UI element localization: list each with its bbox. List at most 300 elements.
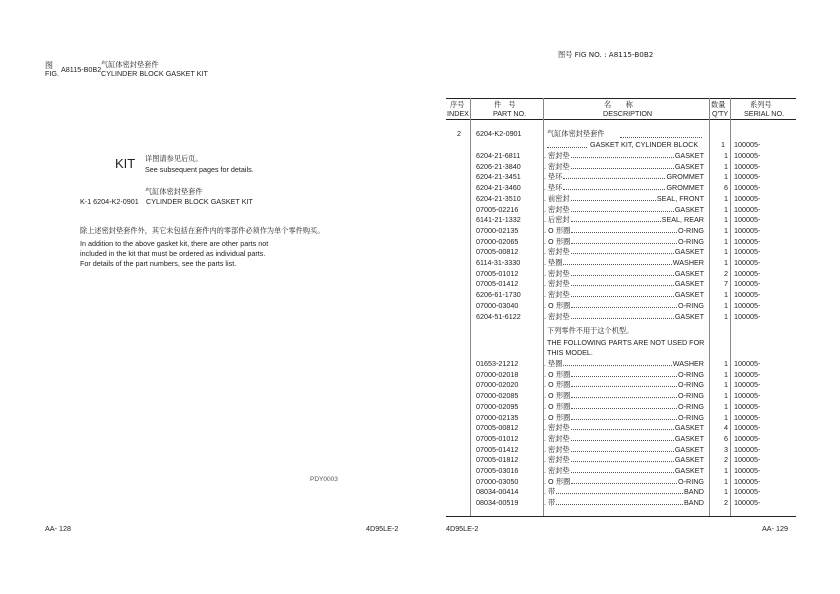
kit-note-cn: 详图请参见后页。 (145, 154, 203, 163)
table-row (446, 433, 796, 444)
desc-en: GASKET (674, 247, 704, 257)
desc-cn: 后密封 (548, 215, 570, 225)
desc-prefix: . (544, 268, 548, 278)
desc-prefix: . (544, 369, 548, 379)
serial-number: 100005- (734, 380, 761, 390)
col-qty-en: Q'TY (712, 109, 729, 118)
desc-leader (571, 193, 656, 201)
desc-leader (571, 161, 674, 169)
desc-prefix: . (544, 380, 548, 390)
description (544, 214, 704, 225)
part-number: 07000-02135 (476, 412, 519, 422)
desc-leader (571, 300, 677, 308)
table-row (446, 390, 796, 401)
serial-number: 100005- (734, 401, 761, 411)
desc-cn: 密封垫 (548, 279, 570, 289)
desc-prefix: . (544, 151, 548, 160)
desc-prefix: . (544, 183, 548, 193)
serial-number: 100005- (734, 455, 761, 465)
kit-note-en: See subsequent pages for details. (145, 165, 254, 174)
table-row (446, 150, 796, 161)
serial-number: 100005- (734, 412, 761, 422)
serial-number: 100005- (734, 151, 761, 160)
description (544, 358, 704, 369)
part-number: 08034-00414 (476, 487, 519, 497)
description (544, 311, 704, 322)
table-row (446, 454, 796, 465)
desc-en: WASHER (672, 359, 704, 368)
serial-number: 100005- (734, 204, 761, 214)
serial-number: 100005- (734, 444, 761, 454)
desc-cn: O 形圈 (548, 476, 571, 486)
col-part-en: PART NO. (493, 109, 527, 118)
title-cn: 气缸体密封垫套件 (101, 60, 159, 69)
desc-cn: O 形圈 (548, 300, 571, 310)
desc-prefix: . (544, 444, 548, 454)
pdy-code: PDY0003 (310, 476, 338, 483)
desc-leader (571, 225, 677, 233)
serial-number: 100005- (734, 476, 761, 486)
table-bottom-rule (446, 516, 796, 517)
description (544, 257, 704, 268)
part-number: 01653-21212 (476, 359, 519, 368)
desc-en: O-RING (678, 401, 704, 411)
part-number: 07005-00812 (476, 247, 519, 257)
desc-en: O-RING (678, 300, 704, 310)
description (544, 150, 704, 161)
right-page-number: AA- 129 (762, 524, 788, 533)
desc-prefix: . (544, 279, 548, 289)
serial-number: 100005- (734, 258, 761, 267)
serial-number: 100005- (734, 311, 761, 321)
description (544, 268, 704, 279)
part-number: 07000-02135 (476, 225, 519, 235)
fig-label-en: FIG. (45, 69, 59, 78)
table-row (446, 300, 796, 311)
desc-prefix: . (544, 487, 548, 497)
desc-cn: 密封垫 (548, 311, 570, 321)
desc-cn: 密封垫 (548, 204, 570, 214)
desc-cn: 垫圈 (548, 359, 563, 368)
right-model: 4D95LE-2 (446, 524, 479, 533)
desc-cn: 密封垫 (548, 290, 570, 300)
serial-number: 100005- (734, 290, 761, 300)
left-model: 4D95LE-2 (366, 524, 399, 533)
serial-number: 100005- (734, 225, 761, 235)
para-cn: 除上述密封垫套件外，其它未包括在套件内的零部件必须作为单个零件购买。 (80, 226, 325, 235)
quantity: 1 (724, 300, 728, 310)
part-number: 07005-00812 (476, 423, 519, 433)
kit-item-prefix: K-1 6204-K2-0901 (80, 197, 139, 206)
desc-leader (571, 150, 674, 158)
desc-prefix: . (544, 300, 548, 310)
desc-prefix: . (544, 161, 548, 171)
note-cn: 下列零件不用于这个机型。 (547, 326, 634, 335)
description (544, 182, 704, 193)
quantity: 1 (724, 247, 728, 257)
desc-prefix: . (544, 498, 548, 508)
quantity: 1 (724, 258, 728, 267)
table-row (446, 465, 796, 476)
description (544, 171, 704, 182)
kit-label: KIT (115, 156, 136, 171)
desc-prefix: . (544, 466, 548, 475)
desc-cn: 密封垫 (548, 444, 570, 454)
serial-number: 100005- (734, 215, 761, 225)
part-number: 6204-21-3510 (476, 193, 521, 203)
quantity: 1 (724, 380, 728, 390)
serial-number: 100005- (734, 247, 761, 257)
desc-en: GROMMET (666, 172, 704, 182)
group-index: 2 (457, 129, 461, 138)
desc-cn: 密封垫 (548, 423, 570, 433)
table-row (446, 161, 796, 172)
quantity: 6 (724, 433, 728, 443)
description (544, 465, 704, 476)
desc-prefix: . (544, 172, 548, 182)
kit-item-cn: 气缸体密封垫套件 (145, 187, 203, 196)
description (544, 476, 704, 487)
quantity: 1 (724, 204, 728, 214)
part-number: 07000-02085 (476, 391, 519, 401)
quantity: 1 (724, 151, 728, 160)
part-number: 6206-61-1730 (476, 290, 521, 300)
quantity: 1 (724, 401, 728, 411)
description (544, 161, 704, 172)
para-en-3: For details of the part numbers, see the parts list. (80, 259, 237, 268)
table-row (446, 214, 796, 225)
desc-leader (571, 204, 674, 212)
desc-en: GASKET (674, 466, 704, 475)
table-row (446, 497, 796, 508)
quantity: 1 (724, 161, 728, 171)
col-serial-en: SERIAL NO. (744, 109, 785, 118)
table-row (446, 182, 796, 193)
description (544, 289, 704, 300)
desc-prefix: . (544, 401, 548, 411)
part-number: 07000-02065 (476, 236, 519, 246)
part-number: 08034-00519 (476, 498, 519, 508)
desc-en: O-RING (678, 476, 704, 486)
title-en: CYLINDER BLOCK GASKET KIT (101, 69, 208, 78)
part-number: 07005-01012 (476, 433, 519, 443)
quantity: 6 (724, 183, 728, 193)
desc-prefix: . (544, 423, 548, 433)
desc-cn: 前密封 (548, 193, 570, 203)
group-desc-cn-leader (620, 137, 702, 138)
desc-en: BAND (684, 487, 704, 497)
desc-cn: O 形圈 (548, 225, 571, 235)
desc-leader (571, 422, 674, 430)
group-part: 6204-K2-0901 (476, 129, 522, 138)
right-fig-header: 图号 FIG NO. : A8115-B0B2 (558, 50, 654, 59)
quantity: 3 (724, 444, 728, 454)
desc-cn: 密封垫 (548, 161, 570, 171)
desc-prefix: . (544, 236, 548, 246)
table-row (446, 171, 796, 182)
desc-leader (571, 379, 677, 387)
serial-number: 100005- (734, 487, 761, 497)
description (544, 300, 704, 311)
desc-cn: O 形圈 (548, 380, 571, 390)
desc-leader (571, 268, 674, 276)
group-desc-cn: 气缸体密封垫套件 (547, 129, 605, 138)
quantity: 1 (724, 466, 728, 475)
desc-cn: 垫圈 (548, 258, 563, 267)
desc-cn: 带 (548, 498, 556, 508)
desc-en: GASKET (674, 268, 704, 278)
table-row (446, 311, 796, 322)
left-page-number: AA- 128 (45, 524, 71, 533)
desc-leader (571, 454, 674, 462)
table-row (446, 444, 796, 455)
part-number: 6204-21-3460 (476, 183, 521, 193)
fig-label-cn: 图 (45, 61, 53, 70)
description (544, 486, 704, 497)
description (544, 278, 704, 289)
table-row (446, 268, 796, 279)
quantity: 2 (724, 455, 728, 465)
desc-en: O-RING (678, 236, 704, 246)
description (544, 369, 704, 380)
desc-en: BAND (684, 498, 704, 508)
serial-number: 100005- (734, 423, 761, 433)
desc-leader (571, 401, 677, 409)
desc-leader (571, 289, 674, 297)
description (544, 497, 704, 508)
table-header-rule (446, 119, 796, 120)
serial-number: 100005- (734, 359, 761, 368)
desc-leader (571, 246, 674, 254)
part-number: 07005-01812 (476, 455, 519, 465)
quantity: 1 (724, 487, 728, 497)
fig-number: A8115-B0B2 (61, 65, 102, 74)
quantity: 1 (724, 412, 728, 422)
table-row (446, 204, 796, 215)
desc-prefix: . (544, 290, 548, 300)
serial-number: 100005- (734, 300, 761, 310)
para-en-1: In addition to the above gasket kit, there are other parts not (80, 239, 269, 248)
col-desc-cn: 名 称 (604, 100, 633, 109)
serial-number: 100005- (734, 161, 761, 171)
part-number: 07005-01012 (476, 268, 519, 278)
col-index-en: INDEX (447, 109, 469, 118)
desc-en: GASKET (674, 151, 704, 160)
desc-cn: O 形圈 (548, 369, 571, 379)
desc-leader (571, 412, 677, 420)
kit-item-en: CYLINDER BLOCK GASKET KIT (146, 197, 253, 206)
desc-prefix: . (544, 433, 548, 443)
serial-number: 100005- (734, 391, 761, 401)
serial-number: 100005- (734, 498, 761, 508)
desc-prefix: . (544, 311, 548, 321)
desc-cn: 密封垫 (548, 247, 570, 257)
desc-leader (563, 257, 671, 265)
part-number: 07005-02216 (476, 204, 519, 214)
desc-en: GASKET (674, 433, 704, 443)
table-row (446, 412, 796, 423)
desc-leader (563, 171, 665, 179)
col-part-cn: 件 号 (494, 100, 516, 109)
table-row (446, 236, 796, 247)
part-number: 07000-02095 (476, 401, 519, 411)
desc-leader (571, 465, 674, 473)
desc-en: GASKET (674, 161, 704, 171)
part-number: 6206-21-3840 (476, 161, 521, 171)
part-number: 07000-03050 (476, 476, 519, 486)
desc-en: GASKET (674, 423, 704, 433)
part-number: 07005-03016 (476, 466, 519, 475)
desc-en: O-RING (678, 369, 704, 379)
table-row (446, 289, 796, 300)
serial-number: 100005- (734, 193, 761, 203)
description (544, 433, 704, 444)
group-desc-en-leader (547, 147, 587, 148)
description (544, 422, 704, 433)
quantity: 1 (724, 236, 728, 246)
desc-en: O-RING (678, 391, 704, 401)
desc-en: O-RING (678, 225, 704, 235)
desc-leader (571, 369, 677, 377)
desc-cn: O 形圈 (548, 412, 571, 422)
quantity: 1 (724, 172, 728, 182)
desc-leader (571, 236, 677, 244)
quantity: 4 (724, 423, 728, 433)
description (544, 193, 704, 204)
desc-prefix: . (544, 215, 548, 225)
desc-en: WASHER (672, 258, 704, 267)
desc-cn: 密封垫 (548, 466, 570, 475)
table-row (446, 476, 796, 487)
desc-en: GASKET (674, 311, 704, 321)
col-desc-en: DESCRIPTION (603, 109, 653, 118)
part-number: 6141-21-1332 (476, 215, 521, 225)
desc-leader (571, 390, 677, 398)
col-serial-cn: 系列号 (750, 100, 772, 109)
serial-number: 100005- (734, 369, 761, 379)
quantity: 1 (724, 369, 728, 379)
note-en-2: THIS MODEL. (547, 348, 593, 357)
desc-cn: 带 (548, 487, 556, 497)
desc-leader (571, 311, 674, 319)
desc-en: SEAL, REAR (661, 215, 704, 225)
desc-cn: O 形圈 (548, 236, 571, 246)
desc-cn: 垫环 (548, 172, 563, 182)
desc-prefix: . (544, 391, 548, 401)
table-row (446, 486, 796, 497)
desc-prefix: . (544, 412, 548, 422)
desc-prefix: . (544, 225, 548, 235)
desc-cn: 密封垫 (548, 455, 570, 465)
serial-number: 100005- (734, 236, 761, 246)
quantity: 1 (724, 359, 728, 368)
col-qty-cn: 数量 (711, 100, 726, 109)
desc-en: GASKET (674, 290, 704, 300)
desc-leader (571, 433, 674, 441)
desc-leader (563, 358, 671, 366)
serial-number: 100005- (734, 268, 761, 278)
desc-cn: 垫环 (548, 183, 563, 193)
table-row (446, 193, 796, 204)
description (544, 390, 704, 401)
desc-en: GASKET (674, 279, 704, 289)
description (544, 444, 704, 455)
part-number: 07005-01412 (476, 279, 519, 289)
table-top-rule (446, 98, 796, 99)
desc-prefix: . (544, 258, 548, 267)
quantity: 1 (724, 476, 728, 486)
part-number: 6204-21-3451 (476, 172, 521, 182)
desc-cn: 密封垫 (548, 433, 570, 443)
description (544, 401, 704, 412)
desc-leader (571, 476, 677, 484)
table-row (446, 257, 796, 268)
desc-leader (571, 214, 661, 222)
quantity: 2 (724, 268, 728, 278)
quantity: 7 (724, 279, 728, 289)
description (544, 454, 704, 465)
table-row (446, 379, 796, 390)
description (544, 246, 704, 257)
desc-prefix: . (544, 193, 548, 203)
desc-cn: O 形圈 (548, 401, 571, 411)
desc-en: GROMMET (666, 183, 704, 193)
serial-number: 100005- (734, 433, 761, 443)
col-index-cn: 序号 (450, 100, 465, 109)
table-row (446, 358, 796, 369)
desc-en: O-RING (678, 380, 704, 390)
description (544, 204, 704, 215)
quantity: 1 (724, 193, 728, 203)
group-qty: 1 (721, 140, 725, 149)
desc-leader (556, 497, 683, 505)
table-row (446, 278, 796, 289)
desc-en: GASKET (674, 444, 704, 454)
table-row (446, 225, 796, 236)
desc-prefix: . (544, 204, 548, 214)
serial-number: 100005- (734, 183, 761, 193)
quantity: 1 (724, 311, 728, 321)
para-en-2: included in the kit that must be ordered as individual parts. (80, 249, 266, 258)
desc-cn: 密封垫 (548, 268, 570, 278)
part-number: 07000-03040 (476, 300, 519, 310)
desc-leader (571, 278, 674, 286)
desc-prefix: . (544, 359, 548, 368)
description (544, 225, 704, 236)
part-number: 6114-31-3330 (476, 258, 521, 267)
desc-prefix: . (544, 247, 548, 257)
quantity: 1 (724, 391, 728, 401)
desc-en: GASKET (674, 204, 704, 214)
quantity: 1 (724, 290, 728, 300)
desc-leader (571, 444, 674, 452)
quantity: 1 (724, 225, 728, 235)
serial-number: 100005- (734, 466, 761, 475)
table-row (446, 246, 796, 257)
quantity: 1 (724, 215, 728, 225)
desc-cn: O 形圈 (548, 391, 571, 401)
table-row (446, 422, 796, 433)
group-desc-en: GASKET KIT, CYLINDER BLOCK (590, 140, 699, 149)
part-number: 07000-02020 (476, 380, 519, 390)
description (544, 236, 704, 247)
group-serial: 100005- (734, 140, 761, 149)
description (544, 412, 704, 423)
quantity: 2 (724, 498, 728, 508)
desc-en: SEAL, FRONT (656, 193, 704, 203)
desc-leader (563, 182, 665, 190)
table-row (446, 369, 796, 380)
